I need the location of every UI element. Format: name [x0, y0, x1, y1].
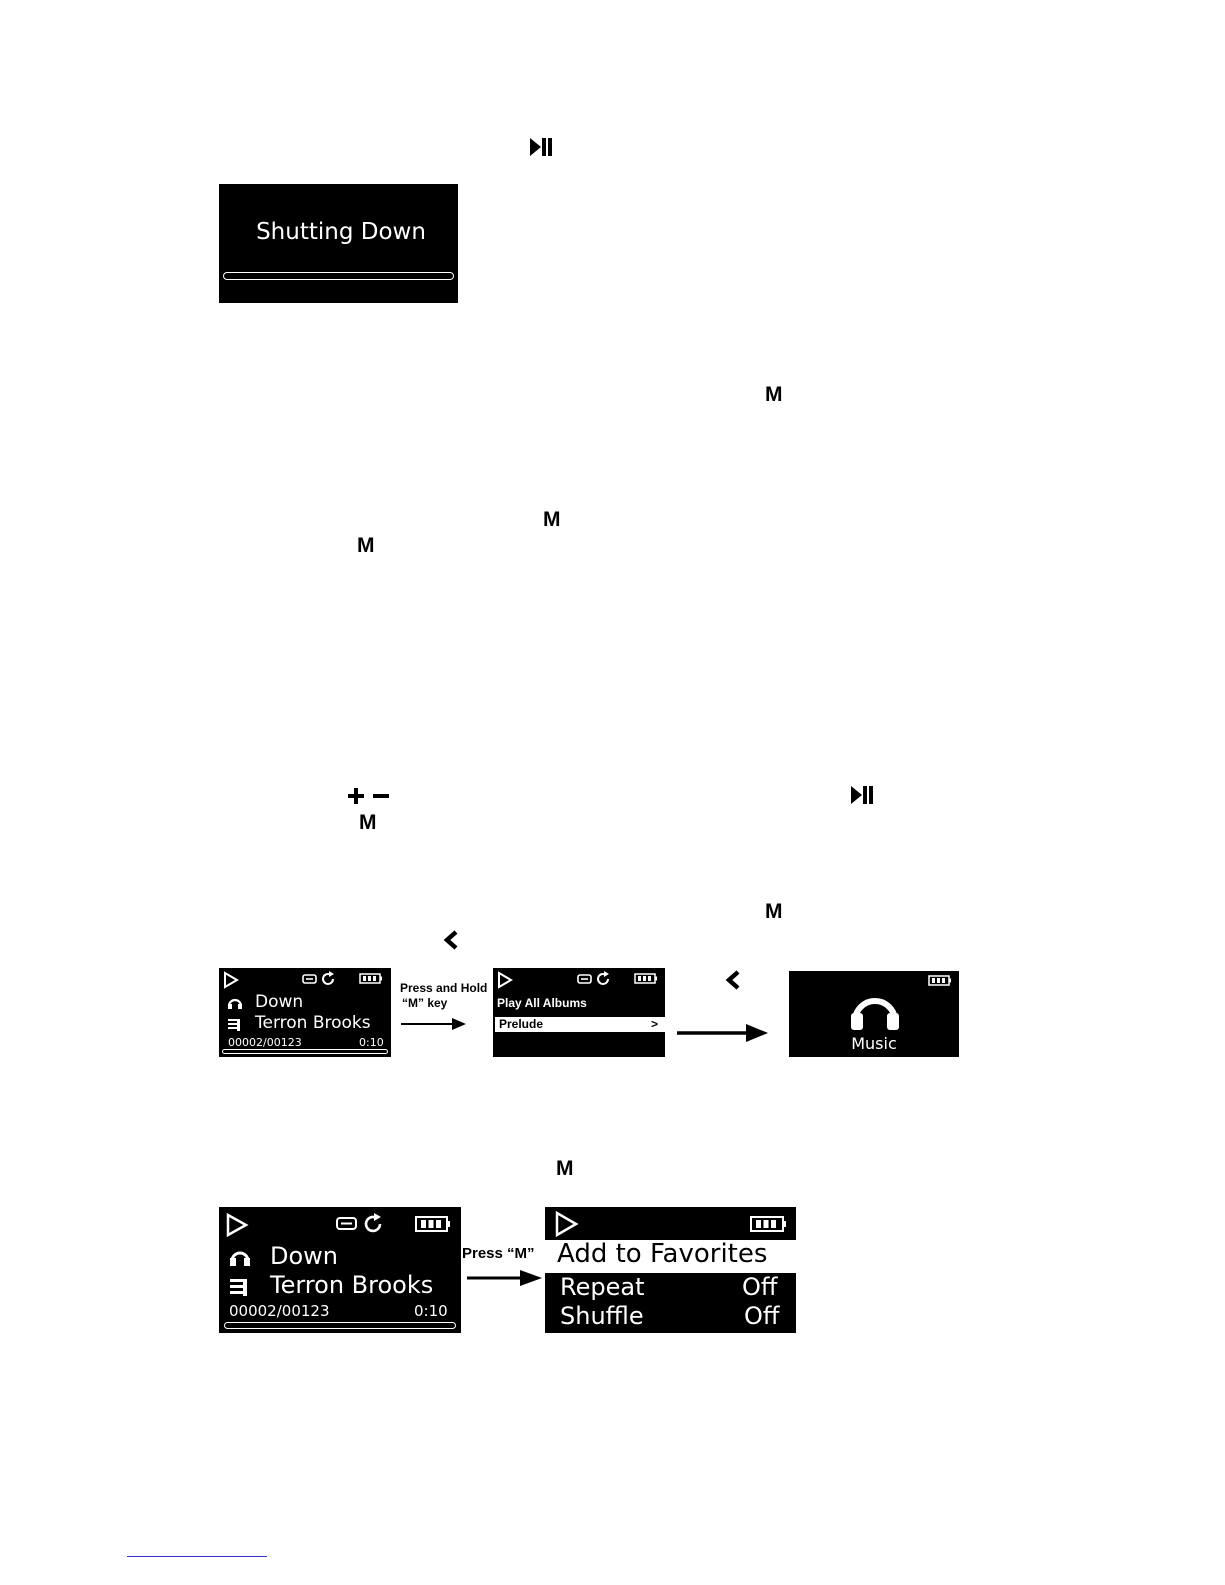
track-counter: 00002/00123	[228, 1036, 302, 1049]
plus-minus-key-icon	[347, 786, 391, 806]
shutdown-progress-bar	[223, 272, 454, 280]
song-title: Down	[255, 992, 304, 1012]
shutdown-screen	[219, 184, 458, 303]
menu-item-prelude-arrow: >	[651, 1017, 659, 1031]
battery-icon	[634, 973, 658, 984]
play-pause-key-icon	[529, 137, 553, 157]
song-icon	[227, 996, 243, 1010]
footnote-divider	[127, 1556, 267, 1557]
repeat-mode-icon	[335, 1214, 358, 1233]
now-playing-screen-large	[219, 1207, 461, 1333]
play-pause-key-icon	[850, 785, 874, 805]
m-key-icon: M	[543, 508, 561, 531]
track-progress-bar	[222, 1049, 388, 1054]
repeat-value: Off	[742, 1273, 778, 1301]
shuffle-mode-icon	[362, 1213, 384, 1235]
back-chevron-icon	[725, 970, 741, 990]
headphones-icon	[849, 991, 901, 1031]
play-status-icon	[223, 971, 239, 989]
m-key-icon: M	[765, 383, 783, 406]
song-title: Down	[270, 1242, 339, 1270]
shuffle-mode-icon	[595, 971, 611, 987]
shutdown-message: Shutting Down	[256, 219, 426, 245]
m-key-icon: M	[765, 900, 783, 923]
repeat-mode-icon	[576, 972, 593, 986]
battery-icon	[415, 1216, 451, 1232]
track-progress-bar	[224, 1322, 456, 1329]
arrow-right-icon	[466, 1267, 544, 1289]
play-status-icon	[554, 1211, 579, 1237]
elapsed-time: 0:10	[414, 1302, 448, 1320]
menu-item-play-all-albums[interactable]: Play All Albums	[497, 996, 587, 1010]
battery-icon	[750, 1216, 788, 1232]
m-key-icon: M	[556, 1157, 574, 1180]
shuffle-value: Off	[744, 1302, 780, 1330]
shuffle-mode-icon	[320, 971, 336, 987]
artist-name: Terron Brooks	[255, 1013, 371, 1033]
song-icon	[229, 1247, 251, 1267]
m-key-icon: M	[359, 811, 377, 834]
battery-icon	[928, 975, 952, 986]
battery-icon	[359, 973, 383, 984]
track-counter: 00002/00123	[229, 1302, 330, 1320]
repeat-mode-icon	[301, 972, 318, 986]
music-menu-screen	[493, 968, 665, 1057]
press-and-hold-line1: Press and Hold	[400, 981, 488, 995]
arrow-right-icon	[400, 1016, 468, 1032]
menu-item-prelude[interactable]: Prelude	[499, 1017, 544, 1031]
play-status-icon	[497, 971, 513, 989]
arrow-right-icon	[676, 1022, 770, 1044]
music-label: Music	[851, 1034, 897, 1053]
m-key-icon: M	[357, 534, 375, 557]
play-status-icon	[225, 1213, 249, 1237]
press-and-hold-line2: “M” key	[402, 996, 448, 1010]
menu-item-shuffle[interactable]: Shuffle	[560, 1302, 644, 1330]
options-menu-screen	[545, 1207, 796, 1333]
menu-item-add-to-favorites[interactable]: Add to Favorites	[557, 1239, 768, 1269]
elapsed-time: 0:10	[359, 1036, 384, 1049]
menu-item-repeat[interactable]: Repeat	[560, 1273, 645, 1301]
music-home-screen	[789, 971, 959, 1057]
press-m-caption: Press “M”	[462, 1245, 535, 1262]
now-playing-screen-small	[219, 968, 391, 1057]
artist-list-icon	[227, 1018, 241, 1031]
back-chevron-icon	[443, 930, 459, 950]
press-and-hold-caption	[400, 981, 487, 1011]
artist-list-icon	[229, 1278, 248, 1296]
artist-name: Terron Brooks	[270, 1271, 434, 1299]
